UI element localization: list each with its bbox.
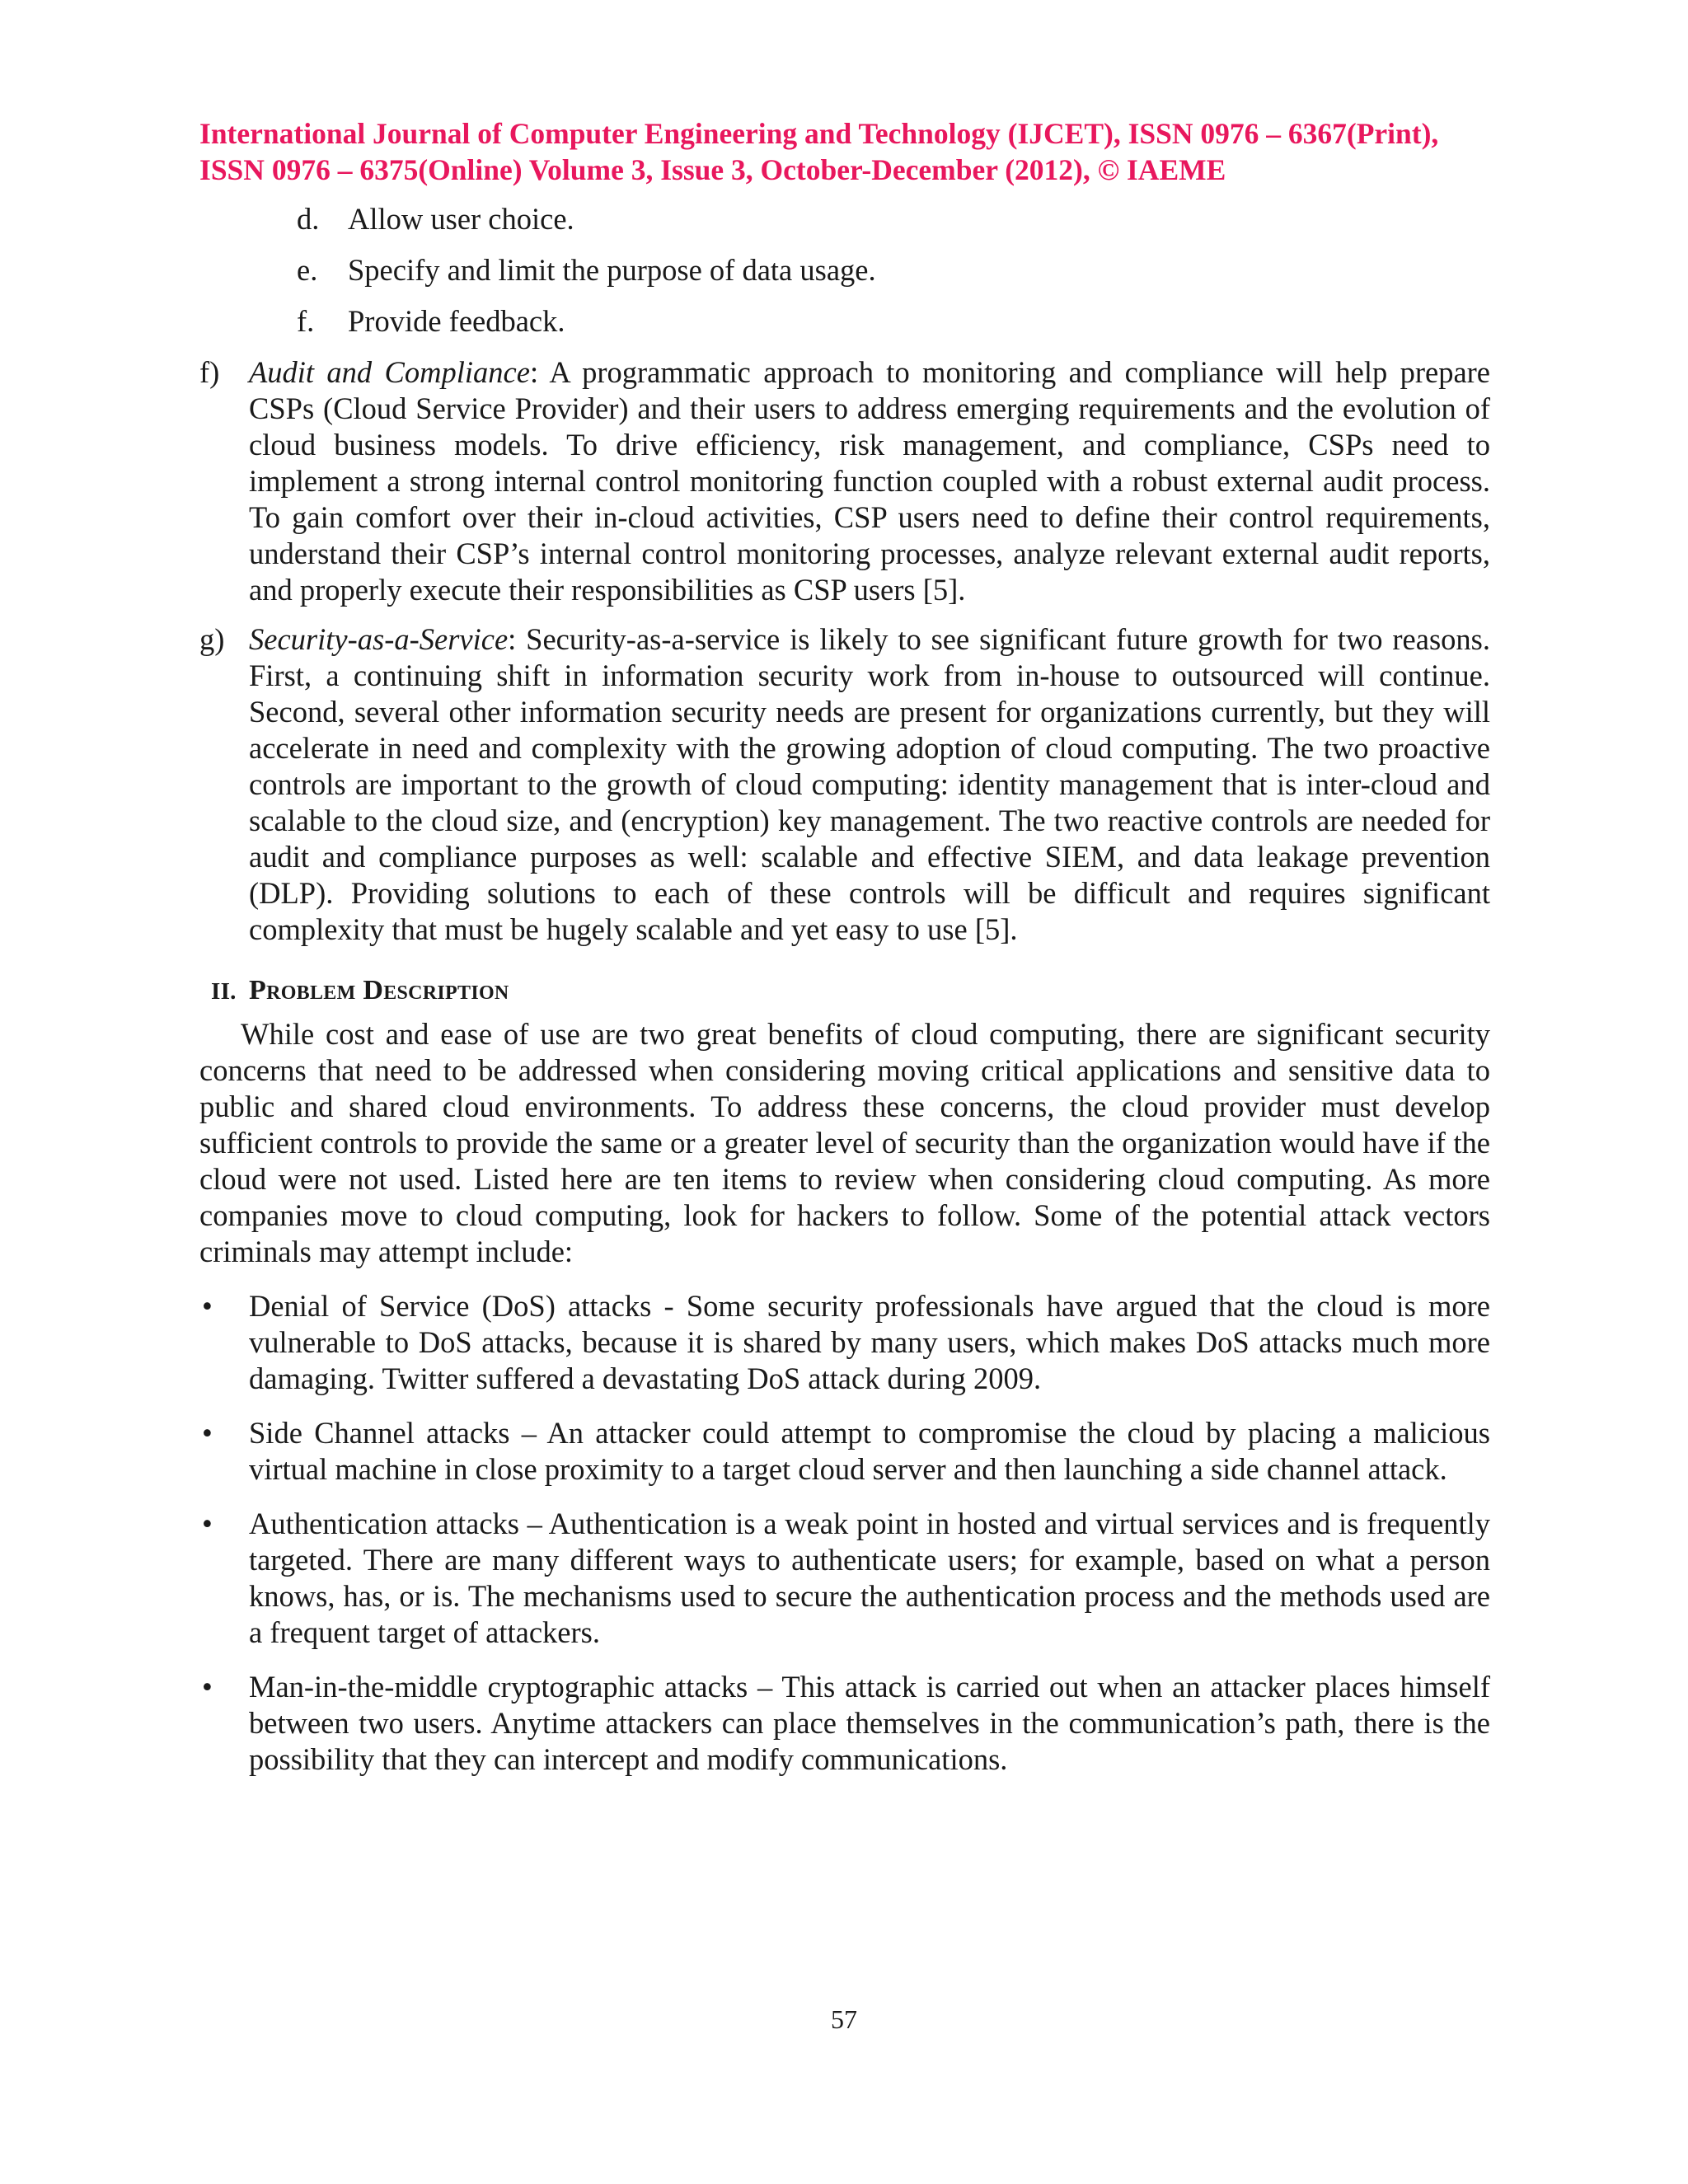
bullet-text: Denial of Service (DoS) attacks - Some security professionals have argued that the cloud is more vulnerable to DoS attacks, because it is shared by many users, which makes DoS attacks much more damaging. Twitter suffered a devastating DoS attack during 2009. [249,1289,1490,1395]
item-title: Audit and Compliance [249,355,530,389]
section-title: Problem Description [249,975,509,1005]
bullet-icon: • [202,1416,213,1450]
bullet-text: Man-in-the-middle cryptographic attacks – This attack is carried out when an attacker places himself between two users. Anytime attackers can place themselves in the communication’s path, there is the possibility that they can intercept and modify communications. [249,1670,1490,1776]
sub-list-marker: f. [297,304,315,338]
sub-list-text: Allow user choice. [348,202,574,236]
sub-list [199,201,1490,340]
sub-list-item [199,252,1490,288]
item-text: : A programmatic approach to monitoring and compliance will help prepare CSPs (Cloud Service Provider) and their users to address emerging requirements and the evolution of cloud business models. To drive efficiency, risk management, and compliance, CSPs need to implement a strong internal control monitoring function coupled with a robust external audit process. To gain comfort over their in-cloud activities, CSP users need to define their control requirements, understand their CSP’s internal control monitoring processes, analyze relevant external audit reports, and properly execute their responsibilities as CSP users [5]. [249,355,1490,607]
bullet-icon: • [202,1507,213,1540]
section-number: II. [211,978,237,1005]
journal-header [199,115,1490,188]
section-heading [199,972,1490,1010]
sub-list-marker: e. [297,253,318,287]
bullet-icon: • [202,1670,213,1704]
sub-list-text: Specify and limit the purpose of data usage. [348,253,876,287]
paper-page [199,115,1490,1778]
bullet-item-side-channel [199,1415,1490,1488]
section-paragraph: While cost and ease of use are two great benefits of cloud computing, there are significant security concerns that need to be addressed when considering moving critical applications and sensitive data to public and shared cloud environments. To address these concerns, the cloud provider must develop sufficient controls to provide the same or a greater level of security than the organization would have if the cloud were not used. Listed here are ten items to review when considering cloud computing. As more companies move to cloud computing, look for hackers to follow. Some of the potential attack vectors criminals may attempt include: [199,1017,1490,1268]
bullet-text: Side Channel attacks – An attacker could attempt to compromise the cloud by placing a malicious virtual machine in close proximity to a target cloud server and then launching a side channel attack. [249,1416,1490,1486]
item-marker: g) [199,622,225,656]
journal-header-line-1: International Journal of Computer Engineering and Technology (IJCET), ISSN 0976 – 6367(Print), [199,117,1439,150]
sub-list-item [199,201,1490,237]
audit-compliance-item [199,354,1490,608]
item-marker: f) [199,355,220,389]
journal-header-line-2: ISSN 0976 – 6375(Online) Volume 3, Issue 3, October-December (2012), © IAEME [199,153,1226,186]
item-text: : Security-as-a-service is likely to see significant future growth for two reasons. First, a continuing shift in information security work from in-house to outsourced will continue. Second, several other information security needs are present for organizations currently, but they will accelerate in need and complexity with the growing adoption of cloud computing. The two proactive controls are important to the growth of cloud computing: identity management that is inter-cloud and scalable to the cloud size, and (encryption) key management. The two reactive controls are needed for audit and compliance purposes as well: scalable and effective SIEM, and data leakage prevention (DLP). Providing solutions to each of these controls will be difficult and requires significant complexity that must be hugely scalable and yet easy to use [5]. [249,622,1490,946]
sub-list-marker: d. [297,202,320,236]
page-number: 57 [831,2004,857,2034]
item-title: Security-as-a-Service [249,622,509,656]
bullet-item-dos [199,1288,1490,1397]
bullet-text: Authentication attacks – Authentication is a weak point in hosted and virtual services and is frequently targeted. There are many different ways to authenticate users; for example, based on what a person knows, has, or is. The mechanisms used to secure the authentication process and the methods used are a frequent target of attackers. [249,1507,1490,1649]
sub-list-text: Provide feedback. [348,304,565,338]
bullet-item-mitm [199,1669,1490,1778]
security-as-a-service-item [199,621,1490,948]
bullet-item-authentication [199,1506,1490,1651]
bullet-icon: • [202,1289,213,1323]
sub-list-item [199,303,1490,340]
